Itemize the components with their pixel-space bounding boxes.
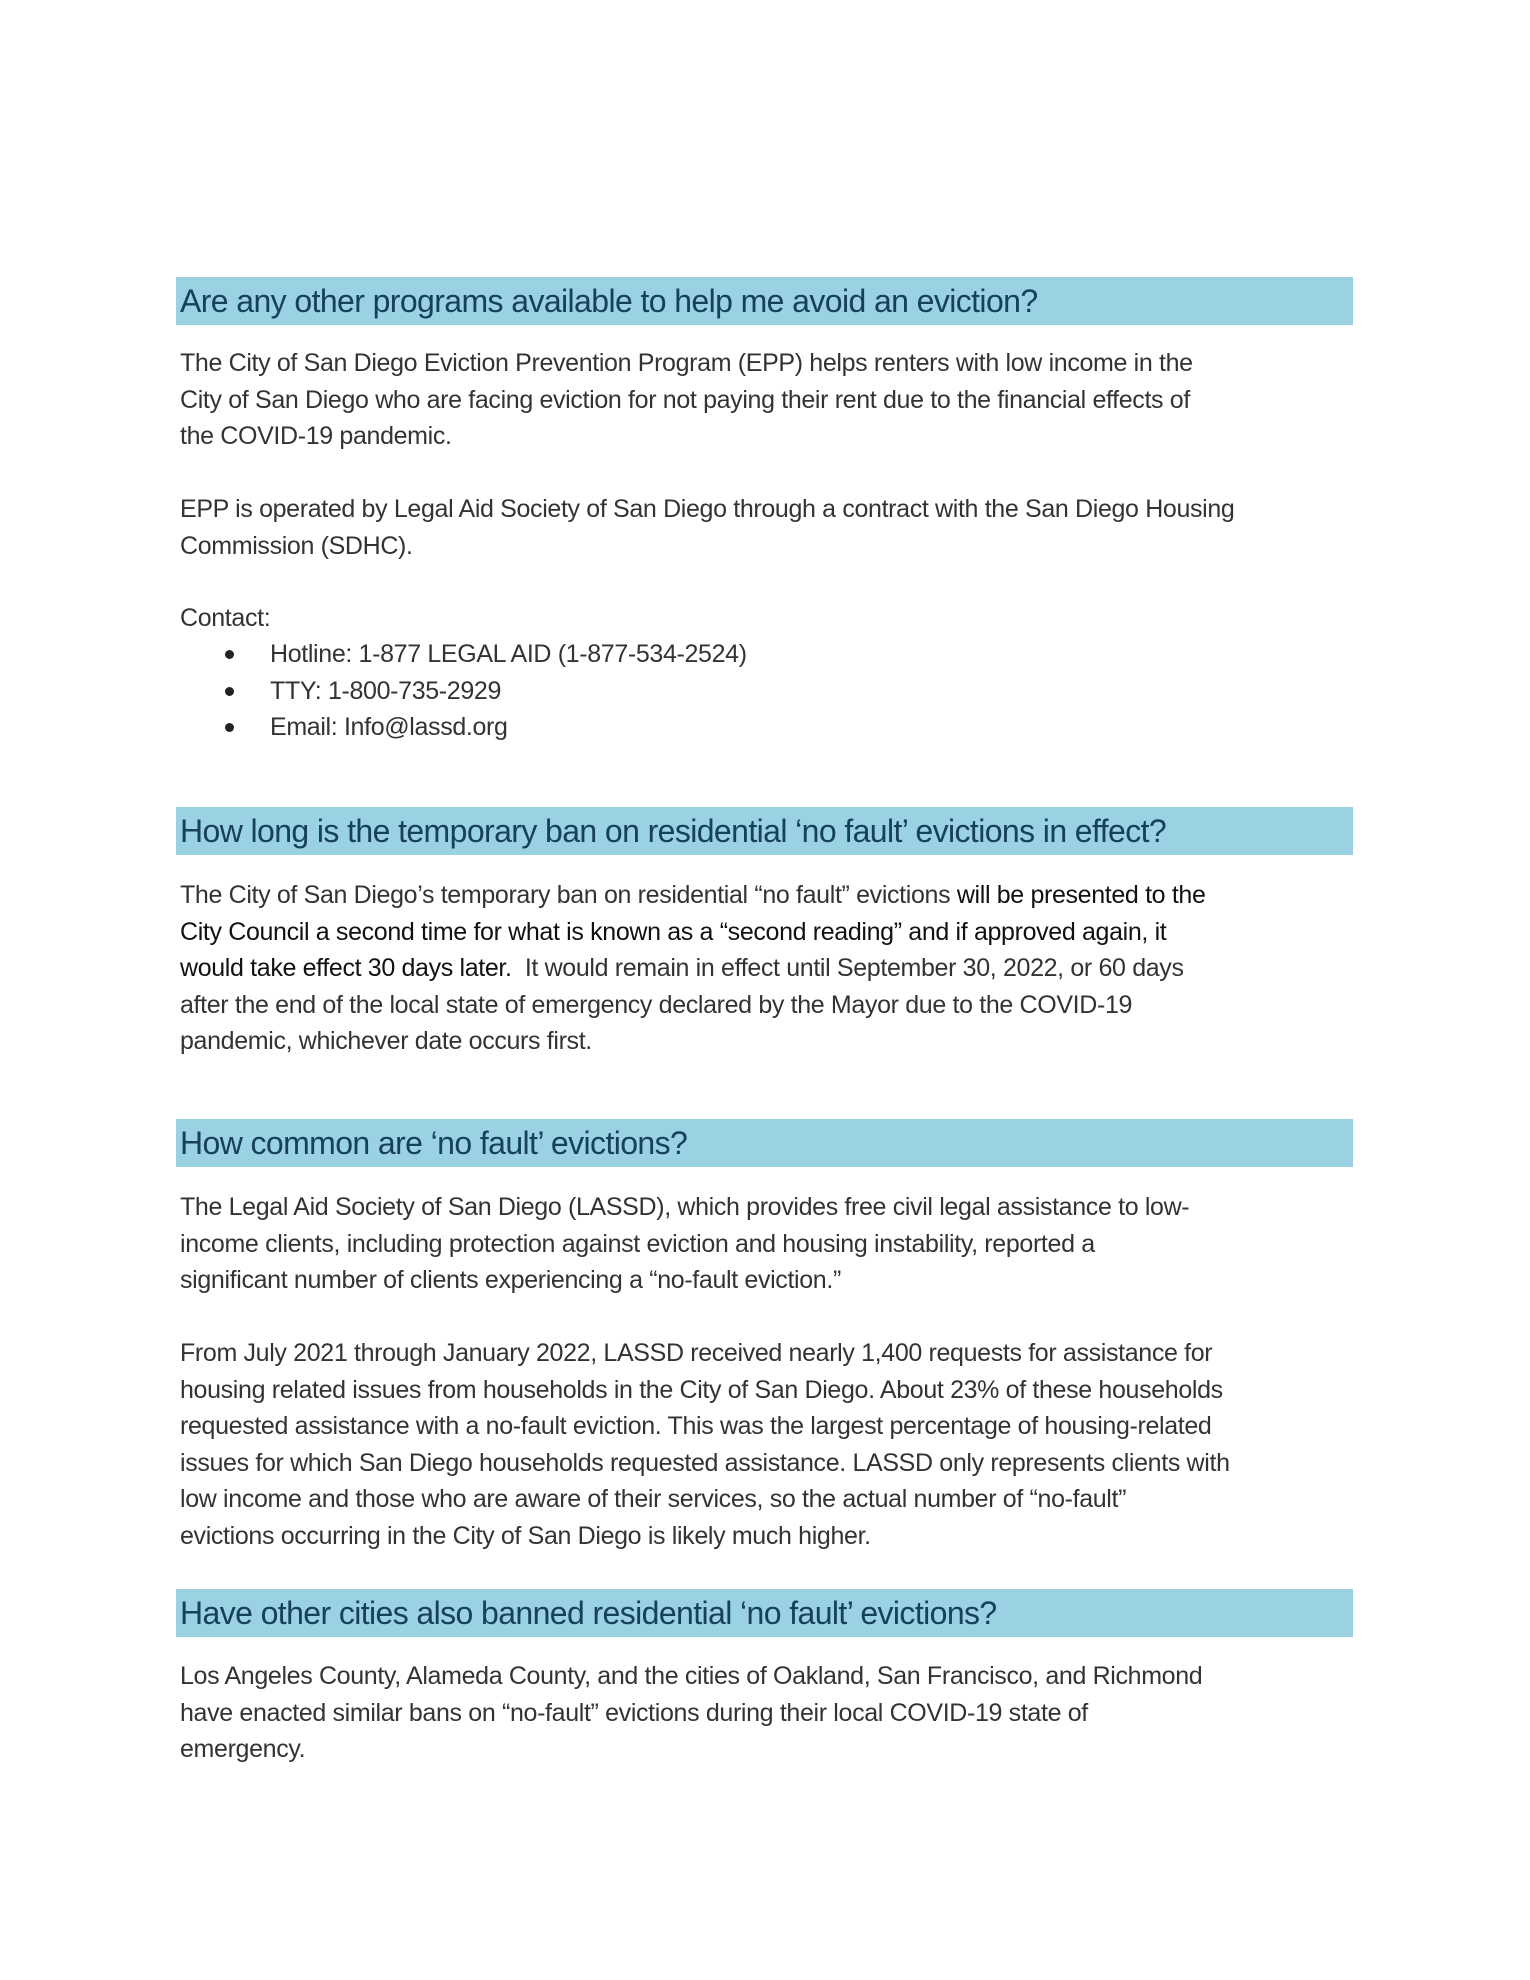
contact-label — [180, 600, 1360, 637]
bullet-icon — [225, 723, 234, 732]
text-line: pandemic, whichever date occurs first. — [180, 1027, 592, 1055]
contact-item-tty — [180, 673, 747, 710]
text-line — [180, 877, 1360, 914]
bullet-icon — [225, 650, 234, 659]
text-line: after the end of the local state of emergency declared by the Mayor due to the COVID-19 — [180, 990, 1133, 1019]
contact-item-hotline — [180, 636, 747, 673]
paragraph-lassd-statistics — [180, 1335, 1360, 1554]
paragraph-ban-duration — [180, 877, 1360, 1060]
text-line: EPP is operated by Legal Aid Society of San Diego through a contract with the San Diego Housing — [180, 495, 1235, 523]
contact-text: TTY: 1-800-735-2929 — [270, 676, 501, 705]
text-line: have enacted similar bans on “no-fault” evictions during their local COVID-19 state of — [180, 1698, 1088, 1727]
text-line: Los Angeles County, Alameda County, and the cities of Oakland, San Francisco, and Richmond — [180, 1662, 1203, 1690]
text-line — [180, 950, 1360, 987]
section-heading-ban-duration: How long is the temporary ban on residential ‘no fault’ evictions in effect? — [176, 807, 1353, 855]
text-line: housing related issues from households in the City of San Diego. About 23% of these households — [180, 1375, 1223, 1404]
paragraph-other-cities — [180, 1658, 1360, 1768]
text-line: emergency. — [180, 1735, 306, 1763]
text-line: The Legal Aid Society of San Diego (LASSD), which provides free civil legal assistance to low- — [180, 1193, 1190, 1221]
text-line: low income and those who are aware of their services, so the actual number of “no-fault” — [180, 1485, 1127, 1513]
text-line: From July 2021 through January 2022, LASSD received nearly 1,400 requests for assistance for — [180, 1339, 1213, 1367]
bullet-icon — [225, 687, 234, 696]
text-line: requested assistance with a no-fault eviction. This was the largest percentage of housing-related — [180, 1412, 1212, 1440]
text-line: The City of San Diego Eviction Prevention Program (EPP) helps renters with low income in the — [180, 349, 1193, 377]
emphasized-text: will be presented to the — [956, 881, 1206, 909]
text-line: significant number of clients experiencing a “no-fault eviction.” — [180, 1266, 841, 1294]
section-heading-other-cities: Have other cities also banned residential ‘no fault’ evictions? — [176, 1589, 1353, 1637]
contact-list — [180, 636, 747, 746]
emphasized-text: would take effect 30 days later. — [180, 954, 512, 982]
text-line: Commission (SDHC). — [180, 531, 413, 560]
text-line: income clients, including protection against eviction and housing instability, reported a — [180, 1229, 1095, 1258]
text-line: evictions occurring in the City of San Diego is likely much higher. — [180, 1521, 871, 1550]
contact-text: Email: Info@lassd.org — [270, 713, 508, 741]
text-line — [180, 914, 1360, 951]
text-run: The City of San Diego’s temporary ban on residential “no fault” evictions — [180, 881, 957, 909]
emphasized-text: City Council a second time for what is known as a “second reading” and if approved again, it — [180, 917, 1167, 946]
contact-item-email — [180, 709, 747, 746]
text-line: issues for which San Diego households requested assistance. LASSD only represents clients with — [180, 1448, 1230, 1477]
text-run: It would remain in effect until September 30, 2022, or 60 days — [511, 954, 1184, 982]
paragraph-epp-operator — [180, 491, 1360, 564]
section-heading-other-programs: Are any other programs available to help me avoid an eviction? — [176, 277, 1353, 325]
section-heading-how-common: How common are ‘no fault’ evictions? — [176, 1119, 1353, 1167]
text-line: Contact: — [180, 604, 271, 632]
paragraph-epp-intro — [180, 345, 1360, 455]
text-line: the COVID-19 pandemic. — [180, 422, 452, 450]
text-line: City of San Diego who are facing eviction for not paying their rent due to the financial effects of — [180, 385, 1190, 414]
paragraph-lassd-intro — [180, 1189, 1360, 1299]
contact-text: Hotline: 1-877 LEGAL AID (1-877-534-2524) — [270, 640, 747, 668]
